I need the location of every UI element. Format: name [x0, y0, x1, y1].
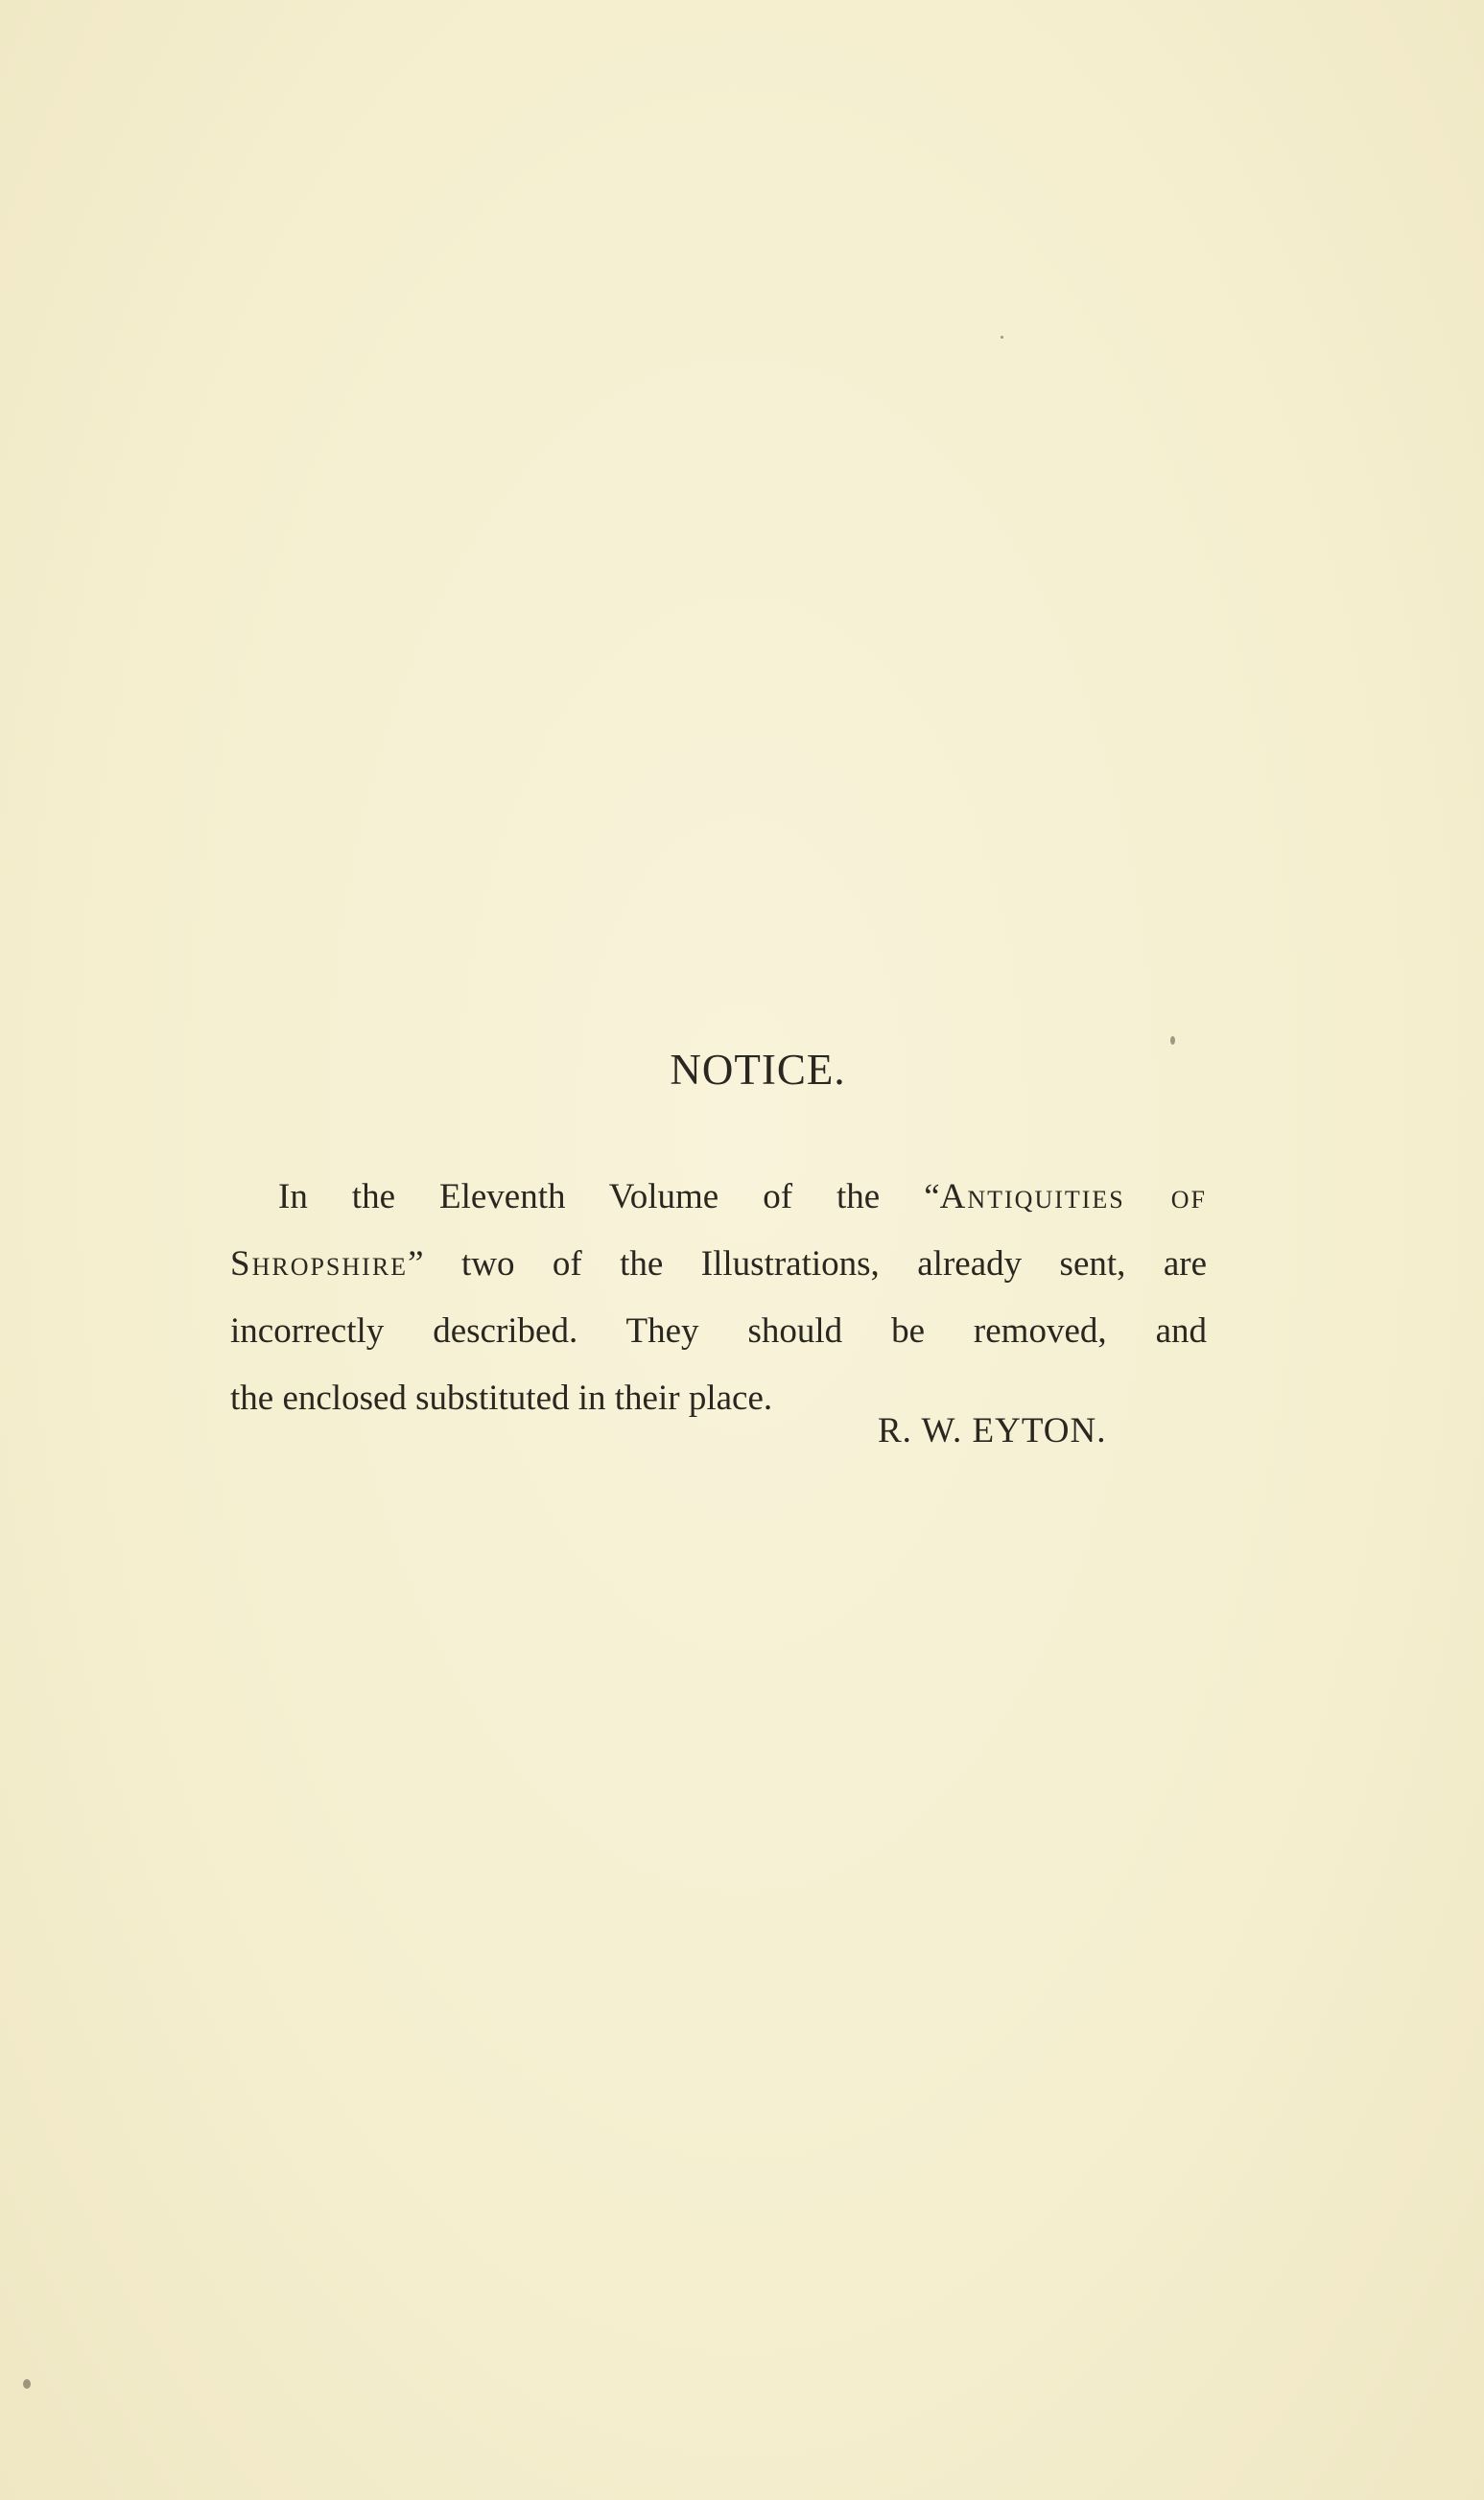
paragraph-line-3 [230, 1298, 1207, 1365]
line-4-text: the enclosed substituted in their place. [230, 1379, 773, 1418]
line-2-text: two of the Illustrations, already sent, are [460, 1244, 1208, 1284]
book-title-part-1: Antiquities of [939, 1177, 1207, 1216]
paragraph-line-1 [230, 1164, 1207, 1231]
notice-paragraph [230, 1164, 1218, 1432]
paper-speck [1001, 336, 1003, 339]
line-3-text: incorrectly described. They should be removed, and [230, 1311, 1207, 1351]
open-quote: “ [924, 1177, 940, 1216]
book-title-part-2: Shropshire [230, 1244, 409, 1284]
close-quote: ” [408, 1244, 424, 1284]
notice-heading: NOTICE. [670, 1046, 846, 1094]
signature: R. W. EYTON. [878, 1411, 1107, 1450]
paper-speck [23, 2379, 31, 2389]
paragraph-line-2 [230, 1231, 1207, 1298]
notice-block [230, 1041, 1218, 1432]
line-1-text: In the Eleventh Volume of the [278, 1177, 881, 1216]
